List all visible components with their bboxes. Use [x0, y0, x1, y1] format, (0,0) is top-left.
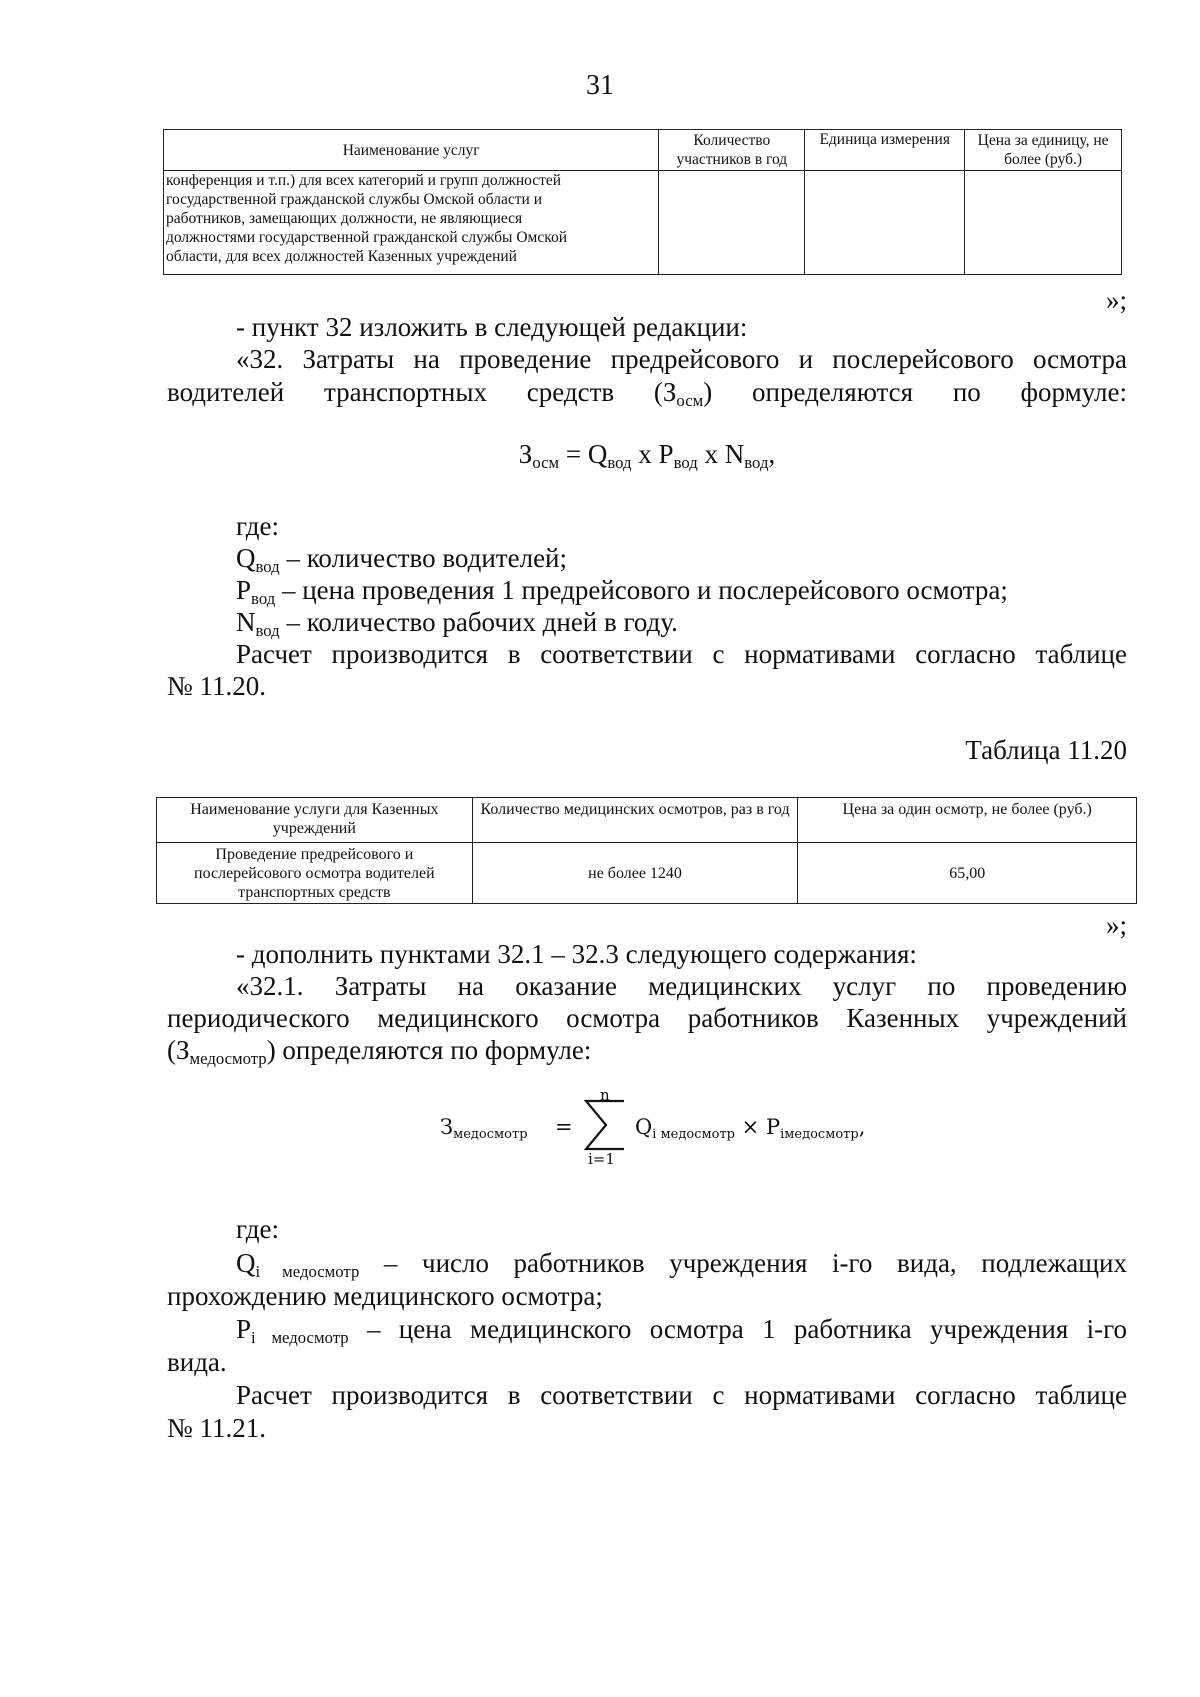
price-cell	[965, 171, 1122, 275]
unit-cell	[805, 171, 965, 275]
table-header-row	[157, 798, 1137, 843]
header-unit: Единица измерения	[805, 130, 965, 171]
definition-qi: $Q_{i медосмотр}$ – число работников учреждения i-го вида, подлежащих	[236, 1248, 1128, 1282]
header-service-name: Наименование услуг	[164, 130, 659, 171]
paragraph-add-intro: - дополнить пунктами 32.1 – 32.3 следующего содержания:	[236, 939, 917, 969]
header-service-name: Наименование услуги для Казенных учреждений	[157, 798, 473, 843]
table-header-row	[164, 130, 1122, 171]
formula-equals: =	[555, 1115, 573, 1139]
definition-n: $N_{вод}$ – количество рабочих дней в году.	[236, 607, 678, 641]
closing-quote: »;	[1105, 910, 1127, 940]
definition-qi-cont: прохождению медицинского осмотра;	[167, 1281, 603, 1311]
medical-exam-table	[156, 797, 1137, 904]
page-number: 31	[586, 70, 614, 101]
participants-cell	[659, 171, 805, 275]
paragraph-item32-line: «32. Затраты на проведение предрейсового и послерейсового осмотра	[236, 344, 1127, 374]
header-price: Цена за единицу, не более (руб.)	[965, 130, 1122, 171]
where-label: где:	[236, 1214, 279, 1244]
header-exam-count: Количество медицинских осмотров, раз в год	[472, 798, 798, 843]
service-name-cell: Проведение предрейсового и послерейсового осмотра водителей транспортных средств	[157, 843, 473, 904]
service-description-line: государственной гражданской службы Омской области и	[166, 191, 543, 208]
exam-price-cell: 65,00	[798, 843, 1137, 904]
exam-count-cell: не более 1240	[472, 843, 798, 904]
table-row	[157, 843, 1137, 904]
closing-quote: »;	[1105, 285, 1127, 315]
where-label: где:	[236, 511, 279, 541]
service-description-line: должностями государственной гражданской службы Омской	[166, 229, 568, 246]
calculation-note-table-ref: № 11.21.	[167, 1413, 267, 1443]
calculation-note-table-ref: № 11.20.	[167, 671, 267, 701]
definition-pi-cont: вида.	[167, 1347, 227, 1377]
header-participants: Количество участников в год	[659, 130, 805, 171]
service-description	[164, 171, 659, 275]
service-description-line: работников, замещающих должности, не являющиеся	[166, 210, 523, 227]
service-description-line: области, для всех должностей Казенных учреждений	[166, 248, 517, 265]
paragraph-item321-line: «32.1. Затраты на оказание медицинских услуг по проведению	[236, 971, 1127, 1001]
service-description-line: конференция и т.п.) для всех категорий и групп должностей	[166, 172, 562, 189]
formula-osm: $З_{осм} = Q_{вод}$ x $P_{вод}$ x $N_{вод}$,	[518, 439, 776, 473]
paragraph-item321-line: периодического медицинского осмотра работников Казенных учреждений	[167, 1003, 1127, 1033]
calculation-note: Расчет производится в соответствии с нормативами согласно таблице	[236, 639, 1127, 669]
sum-lower-limit: i=1	[588, 1150, 615, 1168]
formula-rhs: $Q_{i медосмотр} \times P_{iмедосмотр}$,	[635, 1115, 866, 1142]
definition-p: $P_{вод}$ – цена проведения 1 предрейсового и послерейсового осмотра;	[236, 575, 1008, 609]
formula-lhs: $З_{медосмотр}$	[440, 1115, 528, 1142]
paragraph-item321-line: $(З_{медосмотр})$ определяются по формуле:	[167, 1035, 592, 1069]
services-table	[163, 129, 1122, 275]
sigma-icon	[580, 1095, 630, 1155]
sum-upper-limit: n	[600, 1086, 610, 1104]
header-exam-price: Цена за один осмотр, не более (руб.)	[798, 798, 1137, 843]
paragraph-item32-intro: - пункт 32 изложить в следующей редакции:	[236, 312, 748, 342]
calculation-note: Расчет производится в соответствии с нормативами согласно таблице	[236, 1380, 1127, 1410]
definition-q: $Q_{вод}$ – количество водителей;	[236, 543, 567, 577]
table-row	[164, 171, 1122, 275]
definition-pi: $P_{i медосмотр}$ – цена медицинского осмотра 1 работника учреждения i-го	[236, 1314, 1127, 1348]
table-caption: Таблица 11.20	[965, 735, 1127, 765]
paragraph-item32-line: водителей транспортных средств $(З_{осм})$ определяются по формуле:	[167, 377, 1127, 411]
